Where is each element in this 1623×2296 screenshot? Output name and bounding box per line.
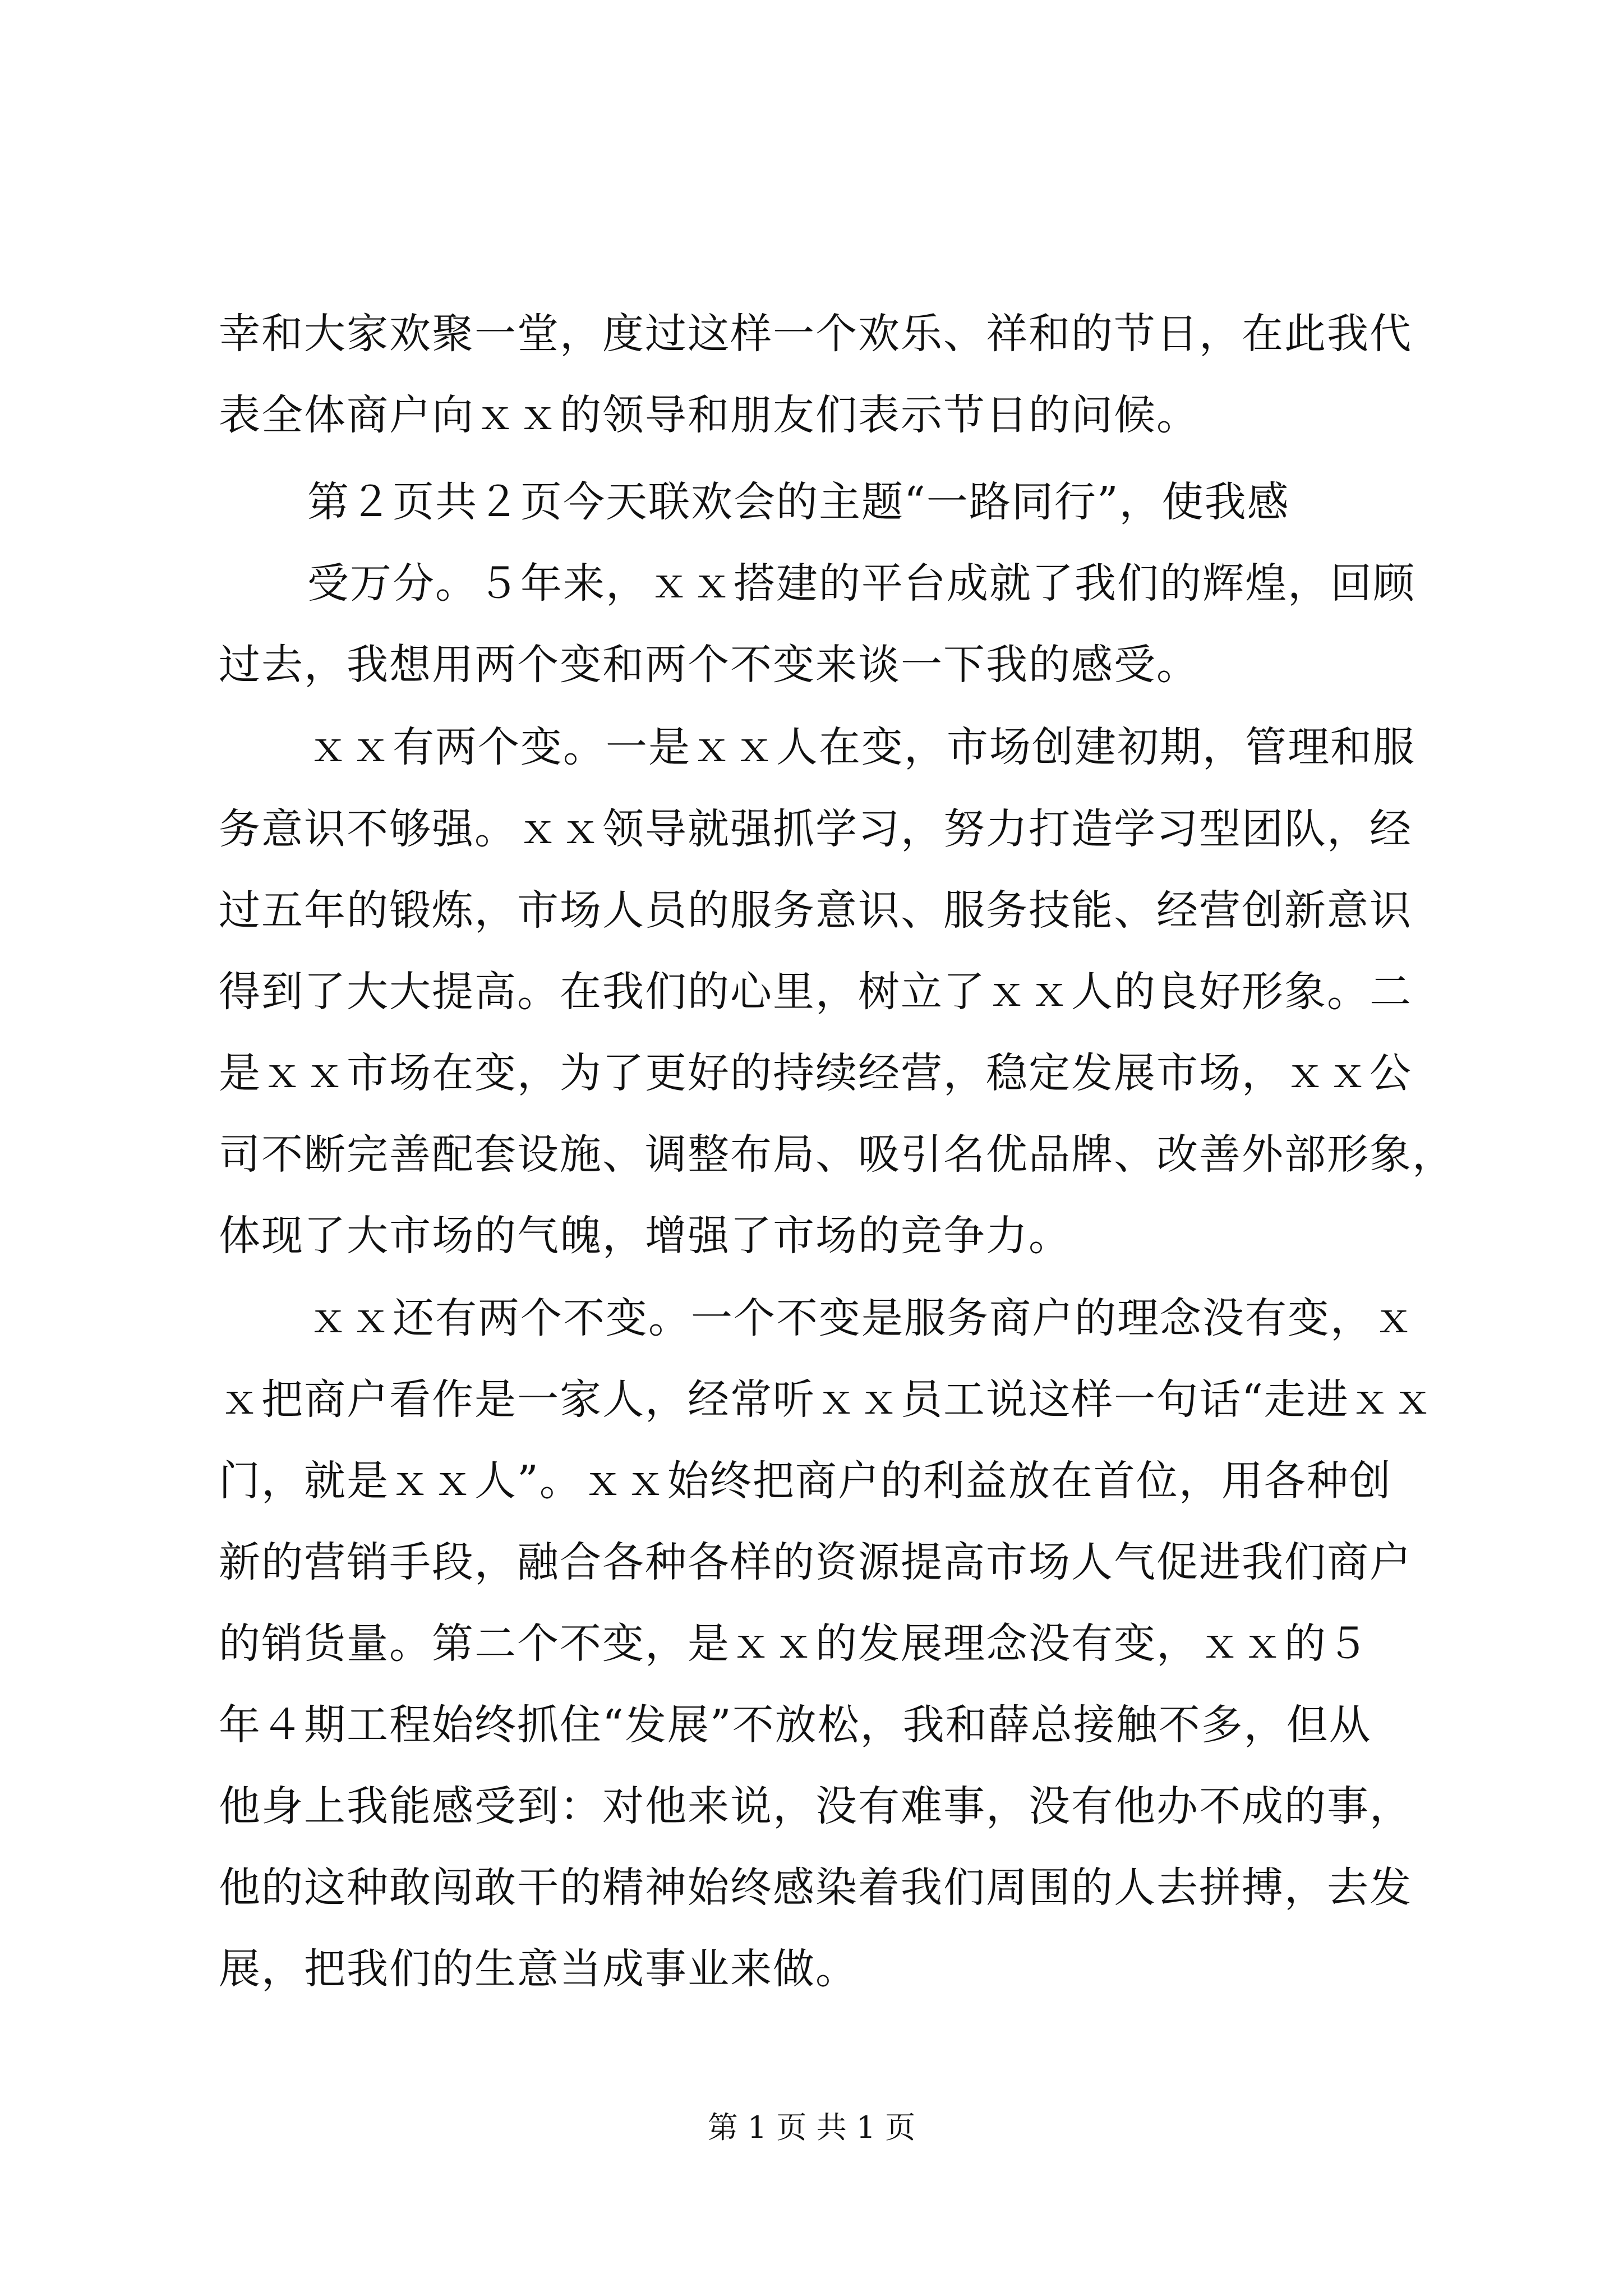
text-line: 过五年的锻炼，市场人员的服务意识、服务技能、经营创新意识 [219,886,1412,935]
text-line: ｘｘ有两个变。一是ｘｘ人在变，市场创建初期，管理和服 [307,723,1415,771]
text-line: 体现了大市场的气魄，增强了市场的竞争力。 [219,1212,1071,1260]
text-line: 表全体商户向ｘｘ的领导和朋友们表示节日的问候。 [219,391,1199,439]
text-line: 是ｘｘ市场在变，为了更好的持续经营，稳定发展市场，ｘｘ公 [219,1049,1412,1097]
text-line: 展，把我们的生意当成事业来做。 [219,1945,858,1993]
text-line: 他的这种敢闯敢干的精神始终感染着我们周围的人去拼搏，去发 [219,1864,1412,1912]
text-line: 得到了大大提高。在我们的心里，树立了ｘｘ人的良好形象。二 [219,968,1412,1016]
text-line: ｘｘ还有两个不变。一个不变是服务商户的理念没有变，ｘ [307,1294,1415,1342]
text-line: 受万分。５年来，ｘｘ搭建的平台成就了我们的辉煌，回顾 [307,559,1415,608]
text-line: 门，就是ｘｘ人”。ｘｘ始终把商户的利益放在首位，用各种创 [219,1457,1392,1505]
text-line: 年４期工程始终抓住“发展”不放松，我和薛总接触不多，但从 [219,1701,1372,1749]
text-line: 幸和大家欢聚一堂，度过这样一个欢乐、祥和的节日，在此我代 [219,310,1412,358]
text-line: 司不断完善配套设施、调整布局、吸引名优品牌、改善外部形象， [219,1130,1455,1179]
text-line: ｘ把商户看作是一家人，经常听ｘｘ员工说这样一句话“走进ｘｘ [219,1375,1435,1424]
text-line: 的销货量。第二个不变，是ｘｘ的发展理念没有变，ｘｘ的５ [219,1619,1370,1668]
text-line: 新的营销手段，融合各种各样的资源提高市场人气促进我们商户 [219,1538,1412,1586]
page-footer: 第 1 页 共 1 页 [707,2110,916,2145]
text-line: 第２页共２页今天联欢会的主题“一路同行”，使我感 [307,478,1290,526]
text-line: 务意识不够强。ｘｘ领导就强抓学习，努力打造学习型团队，经 [219,805,1412,853]
text-line: 他身上我能感受到：对他来说，没有难事，没有他办不成的事， [219,1782,1412,1830]
text-line: 过去，我想用两个变和两个不变来谈一下我的感受。 [219,641,1199,689]
